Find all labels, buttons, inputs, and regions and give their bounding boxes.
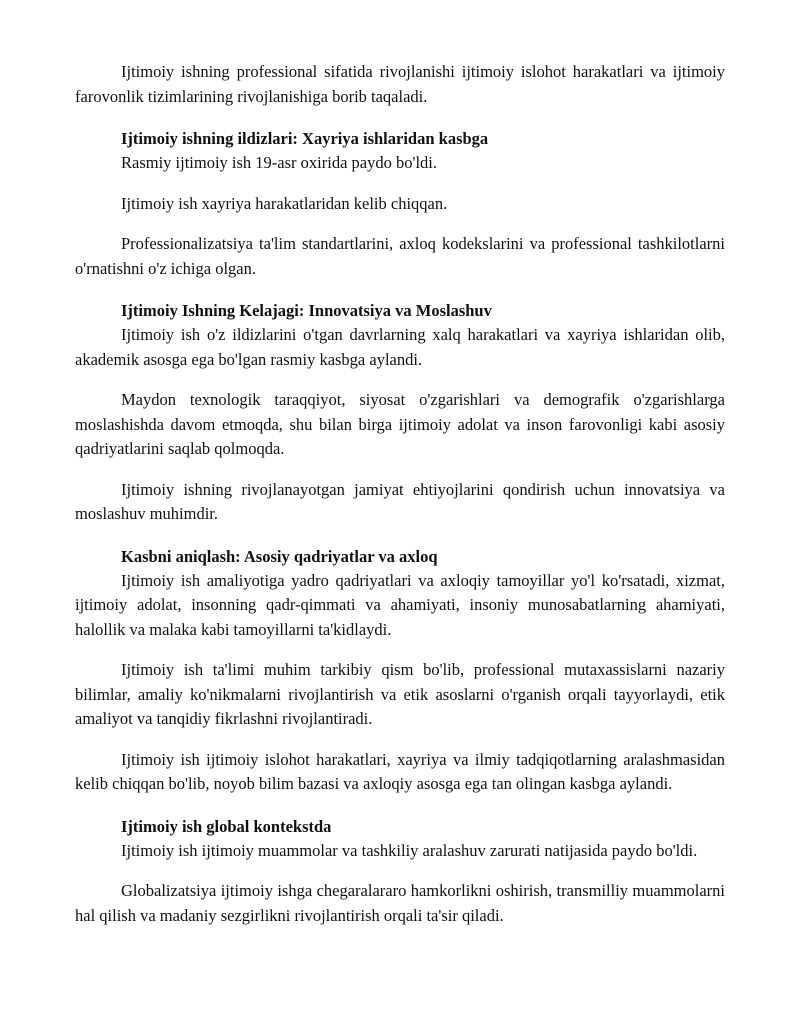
section-values-paragraph-2: Ijtimoiy ish ta'limi muhim tarkibiy qism bo'lib, professional mutaxassislarni nazariy bilimlar, amaliy ko'nikmalarni rivojlantirish va etik asoslarni o'rganish orqali tayyorlaydi, etik amaliyot va tanqidiy fikrlashni rivojlantiradi.	[75, 660, 725, 728]
section-global-paragraph-1: Ijtimoiy ish ijtimoiy muammolar va tashkiliy aralashuv zarurati natijasida paydo bo'ldi.	[121, 840, 698, 860]
intro-paragraph: Ijtimoiy ishning professional sifatida rivojlanishi ijtimoiy islohot harakatlari va ijtimoiy farovonlik tizimlarining rivojlanishiga borib taqaladi.	[75, 62, 725, 106]
section-values-paragraph-1: Ijtimoiy ish amaliyotiga yadro qadriyatlari va axloqiy tamoyillar yo'l ko'rsatadi, xizmat, ijtimoiy adolat, insonning qadr-qimmati va ahamiyati, insoniy munosabatlarning ahamiyati, halollik va malaka kabi tamoyillarni ta'kidlaydi.	[75, 570, 725, 639]
document-page	[75, 60, 725, 928]
section-future-paragraph-1: Ijtimoiy ish o'z ildizlarini o'tgan davrlarning xalq harakatlari va xayriya ishlaridan olib, akademik asosga ega bo'lgan rasmiy kasbga aylandi.	[75, 325, 725, 369]
section-global-paragraph-2: Globalizatsiya ijtimoiy ishga chegaralararo hamkorlikni oshirish, transmilliy muammolarni hal qilish va madaniy sezgirlikni rivojlantirish orqali ta'sir qiladi.	[75, 881, 725, 925]
section-future-paragraph-2: Maydon texnologik taraqqiyot, siyosat o'zgarishlari va demografik o'zgarishlarga moslashishda davom etmoqda, shu bilan birga ijtimoiy adolat va inson farovonligi kabi asosiy qadriyatlarini saqlab qolmoqda.	[75, 390, 725, 458]
section-heading-values: Kasbni aniqlash: Asosiy qadriyatlar va axloq	[121, 546, 438, 566]
section-heading-future: Ijtimoiy Ishning Kelajagi: Innovatsiya va Moslashuv	[121, 301, 492, 320]
section-values-paragraph-3: Ijtimoiy ish ijtimoiy islohot harakatlari, xayriya va ilmiy tadqiqotlarning aralashmasidan kelib chiqqan bo'lib, noyob bilim bazasi va axloqiy asosga ega tan olingan kasbga aylandi.	[75, 749, 725, 793]
section-roots-paragraph-2: Ijtimoiy ish xayriya harakatlaridan kelib chiqqan.	[121, 193, 448, 213]
section-roots-paragraph-3: Professionalizatsiya ta'lim standartlarini, axloq kodekslarini va professional tashkilotlarni o'rnatishni o'z ichiga olgan.	[75, 234, 725, 278]
section-roots-paragraph-1: Rasmiy ijtimoiy ish 19-asr oxirida paydo bo'ldi.	[121, 153, 437, 172]
section-heading-global: Ijtimoiy ish global kontekstda	[121, 816, 332, 836]
section-future-paragraph-3: Ijtimoiy ishning rivojlanayotgan jamiyat ehtiyojlarini qondirish uchun innovatsiya va moslashuv muhimdir.	[75, 479, 725, 523]
section-heading-roots: Ijtimoiy ishning ildizlari: Xayriya ishlaridan kasbga	[121, 129, 489, 148]
